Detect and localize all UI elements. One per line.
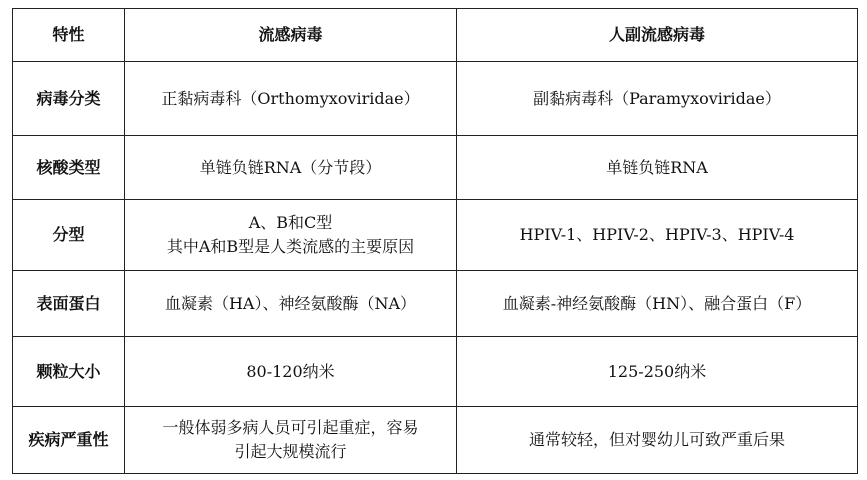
cell-influenza-surface-proteins — [125, 271, 457, 337]
cell-text: 80-120纳米 — [246, 361, 335, 381]
cell-text: HPIV-1、HPIV-2、HPIV-3、HPIV-4 — [519, 225, 795, 244]
cell-influenza-particle-size — [125, 337, 457, 407]
table-row — [13, 200, 858, 271]
cell-parainfluenza-subtypes — [457, 200, 858, 271]
header-influenza: 流感病毒 — [125, 9, 457, 62]
cell-text: A、B和C型 — [248, 213, 333, 232]
table-row — [13, 271, 858, 337]
comparison-table — [12, 8, 858, 474]
header-parainfluenza: 人副流感病毒 — [457, 9, 858, 62]
cell-text: 单链负链RNA（分节段） — [199, 157, 382, 177]
cell-parainfluenza-classification — [457, 62, 858, 136]
row-label-surface-proteins: 表面蛋白 — [13, 271, 125, 337]
row-label-severity: 疾病严重性 — [13, 407, 125, 474]
row-label-classification: 病毒分类 — [13, 62, 125, 136]
cell-text: 其中A和B型是人类流感的主要原因 — [166, 237, 415, 256]
cell-text: 125-250纳米 — [607, 361, 707, 381]
cell-text: 血凝素（HA）、神经氨酸酶（NA） — [164, 293, 417, 313]
row-label-subtypes: 分型 — [13, 200, 125, 271]
cell-text: 单链负链RNA — [606, 157, 708, 177]
cell-parainfluenza-nucleic-acid — [457, 136, 858, 200]
cell-influenza-classification — [125, 62, 457, 136]
cell-parainfluenza-particle-size — [457, 337, 858, 407]
cell-text: 副黏病毒科（Paramyxoviridae） — [533, 88, 781, 108]
cell-text: 引起大规模流行 — [234, 442, 347, 461]
table-row — [13, 337, 858, 407]
cell-influenza-subtypes — [125, 200, 457, 271]
cell-influenza-severity — [125, 407, 457, 474]
table-row — [13, 407, 858, 474]
cell-parainfluenza-severity — [457, 407, 858, 474]
cell-influenza-nucleic-acid — [125, 136, 457, 200]
cell-text: 通常较轻，但对婴幼儿可致严重后果 — [528, 430, 785, 449]
table-row — [13, 136, 858, 200]
row-label-nucleic-acid: 核酸类型 — [13, 136, 125, 200]
table-row — [13, 62, 858, 136]
cell-text: 一般体弱多病人员可引起重症，容易 — [162, 418, 419, 437]
cell-text: 血凝素-神经氨酸酶（HN）、融合蛋白（F） — [502, 293, 812, 313]
cell-text: 正黏病毒科（Orthomyxoviridae） — [161, 88, 420, 108]
cell-parainfluenza-surface-proteins — [457, 271, 858, 337]
header-feature: 特性 — [13, 9, 125, 62]
row-label-particle-size: 颗粒大小 — [13, 337, 125, 407]
table-header-row — [13, 9, 858, 62]
